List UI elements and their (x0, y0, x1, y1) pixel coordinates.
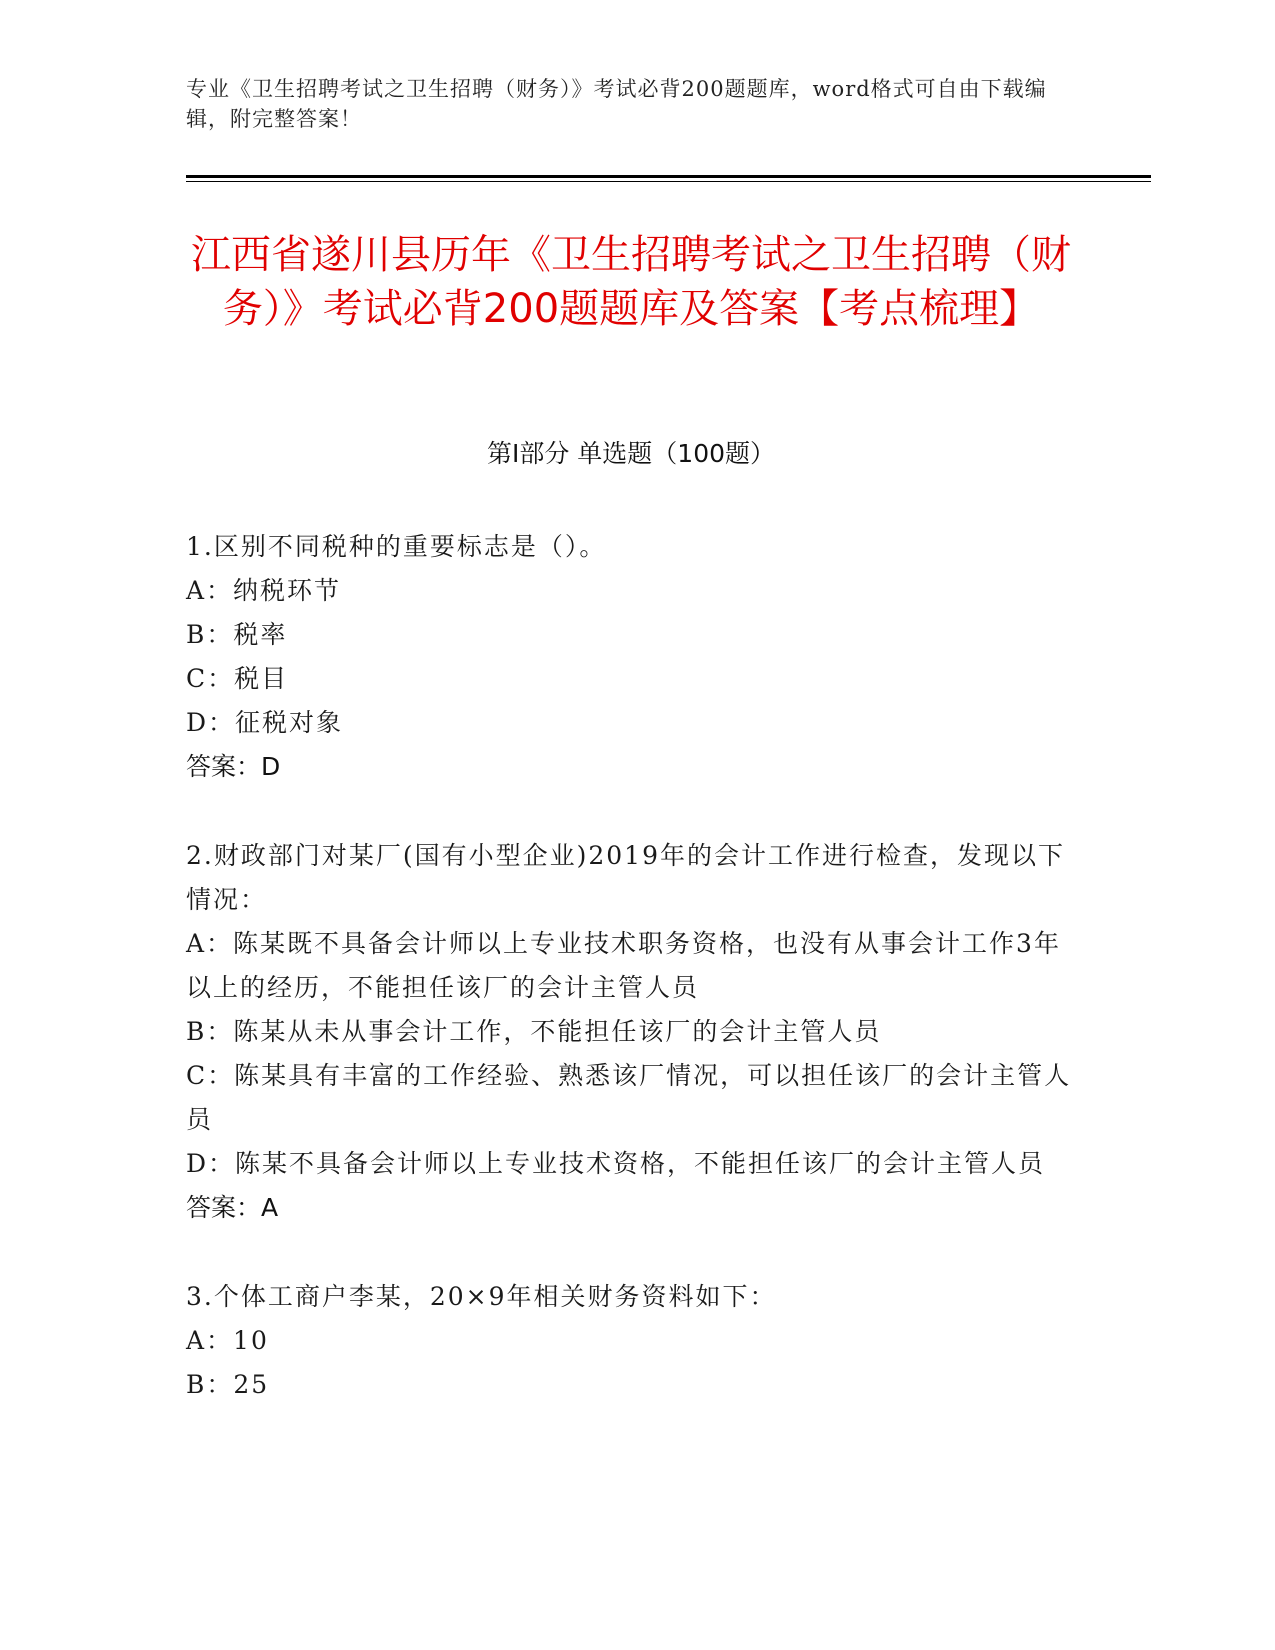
option-b: B：25 (186, 1370, 270, 1399)
header-divider-thin (186, 181, 1151, 182)
option-b: B：税率 (186, 620, 288, 649)
option-d: D：征税对象 (186, 708, 344, 737)
question-3 (186, 1275, 1076, 1407)
question-stem: 2.财政部门对某厂(国有小型企业)2019年的会计工作进行检查，发现以下情况： (186, 841, 1065, 914)
question-1 (186, 525, 1076, 789)
question-stem: 1.区别不同税种的重要标志是（）。 (186, 532, 607, 561)
answer-line: 答案：A (186, 1193, 279, 1222)
option-b: B：陈某从未从事会计工作，不能担任该厂的会计主管人员 (186, 1017, 882, 1046)
option-a: A：10 (186, 1326, 269, 1355)
question-stem: 3.个体工商户李某，20×9年相关财务资料如下： (186, 1282, 777, 1311)
question-2 (186, 834, 1076, 1230)
option-c: C：税目 (186, 664, 289, 693)
question-list (186, 525, 1076, 1452)
header-note: 专业《卫生招聘考试之卫生招聘（财务）》考试必背200题题库，word格式可自由下载编辑，附完整答案！ (186, 77, 1047, 131)
option-a: A：纳税环节 (186, 576, 342, 605)
section-heading: 第I部分 单选题（100题） (486, 439, 776, 468)
option-a: A：陈某既不具备会计师以上专业技术职务资格，也没有从事会计工作3年以上的经历，不能担任该厂的会计主管人员 (186, 929, 1061, 1002)
header-divider-thick (186, 175, 1151, 178)
option-c: C：陈某具有丰富的工作经验、熟悉该厂情况，可以担任该厂的会计主管人员 (186, 1061, 1072, 1134)
document-title: 江西省遂川县历年《卫生招聘考试之卫生招聘（财务）》考试必背200题题库及答案【考点梳理】 (191, 232, 1071, 332)
option-d: D：陈某不具备会计师以上专业技术资格，不能担任该厂的会计主管人员 (186, 1149, 1046, 1178)
answer-line: 答案：D (186, 752, 281, 781)
